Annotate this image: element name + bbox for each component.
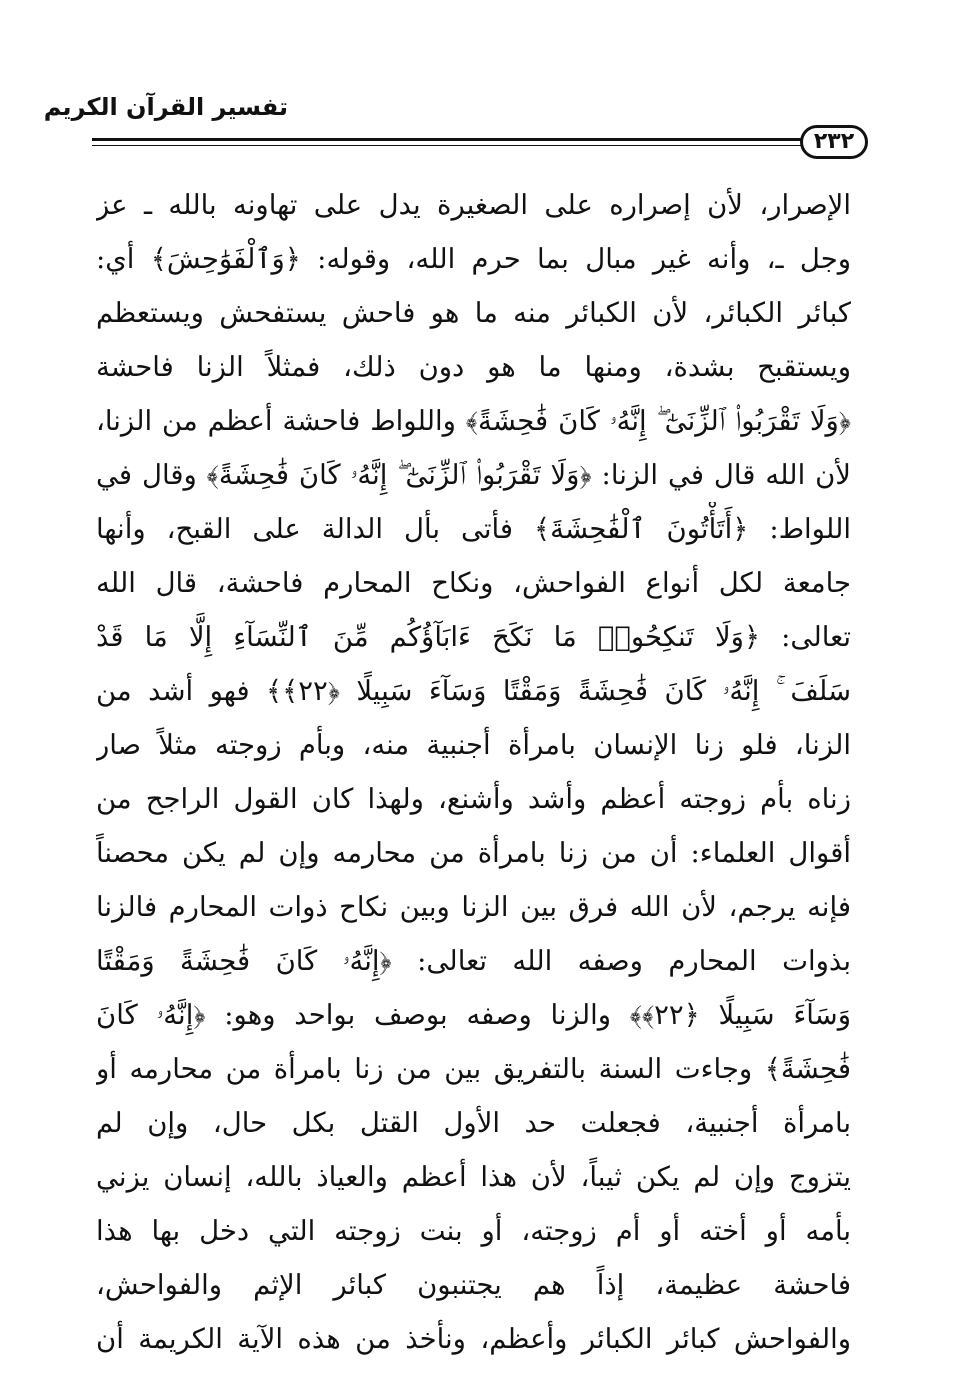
header-rule-thin — [92, 145, 808, 146]
text-line-1: الإصرار، لأن إصراره على الصغيرة يدل على تهاونه بالله ـ عز — [96, 189, 851, 221]
text-line-6: لأن الله قال في الزنا: ﴿وَلَا تَقْرَبُوا۟ ٱلزِّنَىٰٓ ۖ إِنَّهُۥ كَانَ فَٰحِشَةً﴾ وقال في — [96, 459, 851, 491]
page-number-badge: ٢٣٢ — [800, 125, 868, 159]
text-line-18: بامرأة أجنبية، فجعلت حد الأول القتل بكل حال، وإن لم — [96, 1107, 851, 1139]
text-line-17: فَٰحِشَةً﴾ وجاءت السنة بالتفريق بين من زنا بامرأة من محارمه أو — [96, 1053, 851, 1085]
text-line-8: جامعة لكل أنواع الفواحش، ونكاح المحارم فاحشة، قال الله — [96, 567, 851, 599]
text-line-13: أقوال العلماء: أن من زنا بامرأة من محارمه وإن لم يكن محصناً — [96, 837, 851, 869]
running-header-title: تفسير القرآن الكريم — [43, 93, 288, 121]
text-line-4: ويستقبح بشدة، ومنها ما هو دون ذلك، فمثلاً الزنا فاحشة — [96, 351, 851, 383]
text-line-19: يتزوج وإن لم يكن ثيباً، لأن هذا أعظم والعياذ بالله، إنسان يزني — [96, 1161, 851, 1193]
text-line-10: سَلَفَ ۚ إِنَّهُۥ كَانَ فَٰحِشَةً وَمَقْتًا وَسَآءَ سَبِيلًا ﴿٢٢﴾﴾ فهو أشد من — [96, 675, 851, 707]
text-line-20: بأمه أو أخته أو أم زوجته، أو بنت زوجته التي دخل بها هذا — [96, 1215, 851, 1247]
text-line-5: ﴿وَلَا تَقْرَبُوا۟ ٱلزِّنَىٰٓ ۖ إِنَّهُۥ كَانَ فَٰحِشَةً﴾ واللواط فاحشة أعظم من الزنا، — [96, 405, 851, 437]
text-line-21: فاحشة عظيمة، إذاً هم يجتنبون كبائر الإثم والفواحش، — [96, 1269, 851, 1301]
header-rule-thick — [92, 138, 808, 141]
text-line-22: والفواحش كبائر الكبائر وأعظم، ونأخذ من هذه الآية الكريمة أن — [96, 1323, 851, 1355]
body-text — [96, 178, 851, 1366]
text-line-15: بذوات المحارم وصفه الله تعالى: ﴿إِنَّهُۥ كَانَ فَٰحِشَةً وَمَقْتًا — [96, 945, 851, 977]
text-line-12: زناه بأم زوجته أعظم وأشد وأشنع، ولهذا كان القول الراجح من — [96, 783, 851, 815]
text-line-9: تعالى: ﴿وَلَا تَنكِحُوا۟ مَا نَكَحَ ءَابَآؤُكُم مِّنَ ٱلنِّسَآءِ إِلَّا مَا قَدْ — [96, 621, 851, 653]
text-line-7: اللواط: ﴿أَتَأْتُونَ ٱلْفَٰحِشَةَ﴾ فأتى بأل الدالة على القبح، وأنها — [96, 513, 851, 545]
text-line-16: وَسَآءَ سَبِيلًا ﴿٢٢﴾﴾ والزنا وصفه بوصف بواحد وهو: ﴿إِنَّهُۥ كَانَ — [96, 999, 851, 1031]
text-line-14: فإنه يرجم، لأن الله فرق بين الزنا وبين نكاح ذوات المحارم فالزنا — [96, 891, 851, 923]
text-line-2: وجل ـ، وأنه غير مبال بما حرم الله، وقوله: ﴿وَٱلْفَوَٰحِشَ﴾ أي: — [96, 243, 851, 275]
text-line-11: الزنا، فلو زنا الإنسان بامرأة أجنبية منه، وبأم زوجته مثلاً صار — [96, 729, 851, 761]
text-line-3: كبائر الكبائر، لأن الكبائر منه ما هو فاحش يستفحش ويستعظم — [96, 297, 851, 329]
